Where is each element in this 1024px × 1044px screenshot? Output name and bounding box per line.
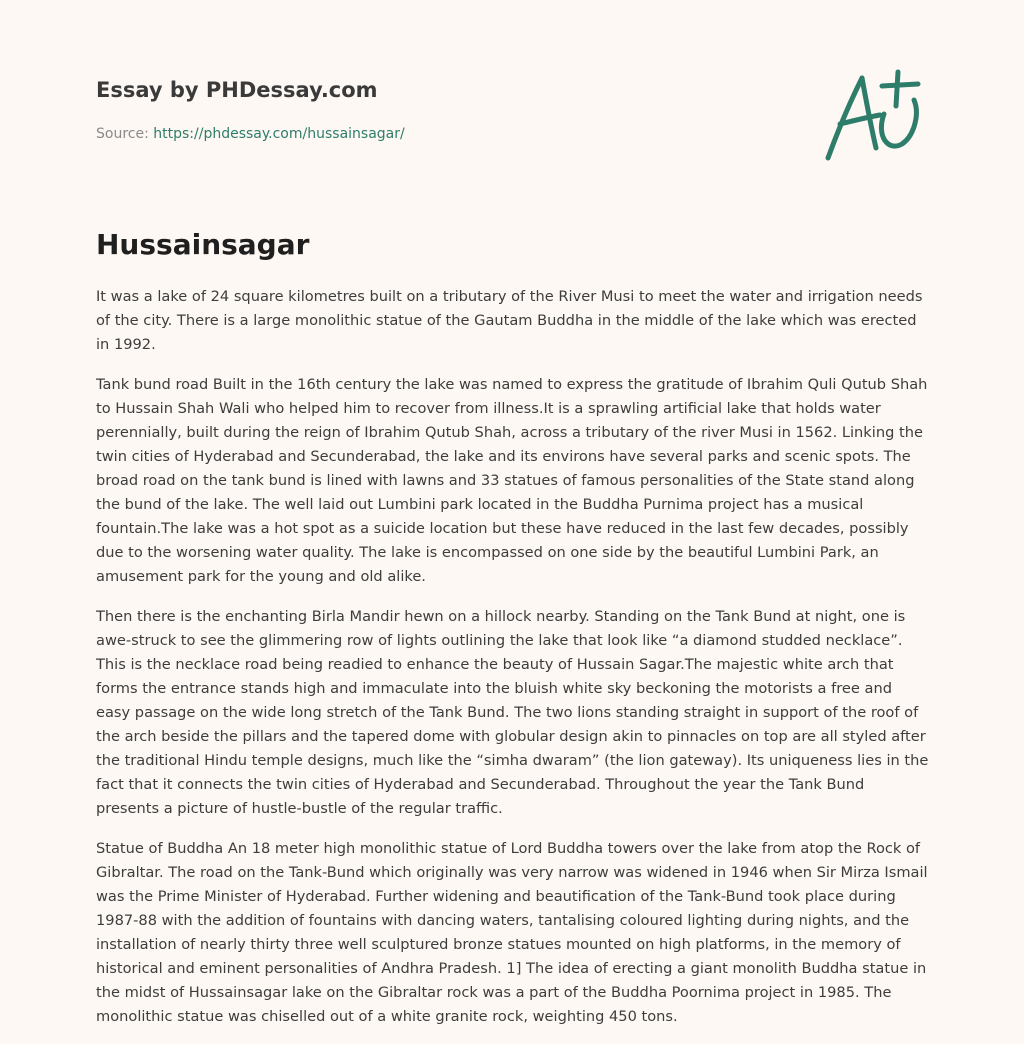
paragraph: Then there is the enchanting Birla Mandir hewn on a hillock nearby. Standing on the Tank Bund at night, one is awe-struck to see the glimmering row of lights outlining the lake that look like “a diamond studded necklace”. This is the necklace road being readied to enhance the beauty of Hussain Sagar.The majestic white arch that forms the entrance stands high and immaculate into the bluish white sky beckoning the motorists a free and easy passage on the wide long stretch of the Tank Bund. The two lions standing straight in support of the roof of the arch beside the pillars and the tapered dome with globular design akin to pinnacles on top are all styled after the traditional Hindu temple designs, much like the “simha dwaram” (the lion gateway). Its uniqueness lies in the fact that it connects the twin cities of Hyderabad and Secunderabad. Throughout the year the Tank Bund presents a picture of hustle-bustle of the regular traffic. bbox=[96, 608, 929, 817]
source-line bbox=[96, 124, 796, 144]
page-header bbox=[96, 76, 796, 144]
essay-body bbox=[96, 285, 930, 1044]
paragraph: It was a lake of 24 square kilometres built on a tributary of the River Musi to meet the water and irrigation needs of the city. There is a large monolithic statue of the Gautam Buddha in the middle of the lake which was erected in 1992. bbox=[96, 288, 923, 353]
document-title: Hussainsagar bbox=[96, 228, 310, 261]
source-label: Source: bbox=[96, 126, 154, 142]
site-title: Essay by PHDessay.com bbox=[96, 78, 378, 102]
paragraph: Tank bund road Built in the 16th century the lake was named to express the gratitude of Ibrahim Quli Qutub Shah to Hussain Shah Wali who helped him to recover from illness.It is a sprawling artificial lake that holds water perennially, built during the reign of Ibrahim Qutub Shah, across a tributary of the river Musi in 1562. Linking the twin cities of Hyderabad and Secunderabad, the lake and its environs have several parks and scenic spots. The broad road on the tank bund is lined with lawns and 33 statues of famous personalities of the State stand along the bund of the lake. The well laid out Lumbini park located in the Buddha Purnima project has a musical fountain.The lake was a hot spot as a suicide location but these have reduced in the last few decades, possibly due to the worsening water quality. The lake is encompassed on one side by the beautiful Lumbini Park, an amusement park for the young and old alike. bbox=[96, 376, 928, 585]
source-link[interactable]: https://phdessay.com/hussainsagar/ bbox=[153, 126, 405, 142]
a-plus-logo-icon bbox=[822, 66, 930, 166]
paragraph: Statue of Buddha An 18 meter high monolithic statue of Lord Buddha towers over the lake from atop the Rock of Gibraltar. The road on the Tank-Bund which originally was very narrow was widened in 1946 when Sir Mirza Ismail was the Prime Minister of Hyderabad. Further widening and beautification of the Tank-Bund took place during 1987-88 with the addition of fountains with dancing waters, tantalising coloured lighting during nights, and the installation of nearly thirty three well sculptured bronze statues mounted on high platforms, in the memory of historical and eminent personalities of Andhra Pradesh. 1] The idea of erecting a giant monolith Buddha statue in the midst of Hussainsagar lake on the Gibraltar rock was a part of the Buddha Poornima project in 1985. The monolithic statue was chiselled out of a white granite rock, weighting 450 tons. bbox=[96, 840, 928, 1025]
